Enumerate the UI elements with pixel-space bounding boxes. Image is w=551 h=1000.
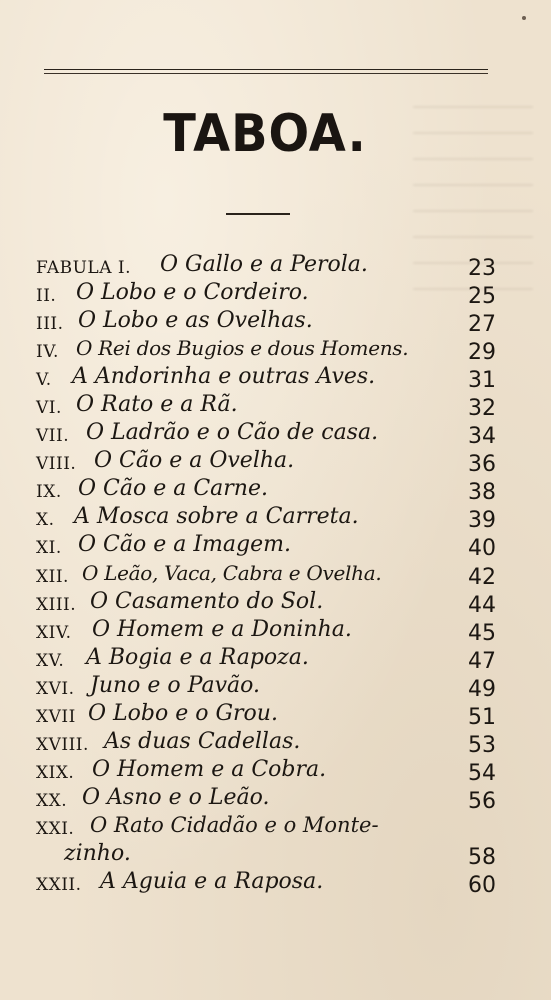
toc-row [36, 392, 496, 422]
page-number: 25 [468, 284, 496, 309]
toc-row [36, 336, 496, 366]
fable-number: XIV. [36, 623, 72, 643]
fable-number: XXII. [36, 875, 82, 895]
toc-row [36, 757, 496, 787]
page-number: 23 [468, 256, 496, 281]
fable-title: O Lobo e o Grou. [88, 701, 278, 726]
fable-number: XIII. [36, 595, 77, 615]
page-number: 27 [468, 312, 496, 337]
toc-row [36, 308, 496, 338]
fable-number: XXI. [36, 819, 75, 839]
fable-number: XI. [36, 538, 62, 558]
fable-number: V. [36, 370, 52, 390]
page-number: 51 [468, 705, 496, 730]
toc-row [36, 589, 496, 619]
page-number: 58 [468, 845, 496, 870]
fable-number: VIII. [36, 454, 77, 474]
page-number: 44 [468, 593, 496, 618]
fable-title: O Cão e a Imagem. [78, 532, 291, 557]
page-number: 56 [468, 789, 496, 814]
fable-number: VII. [36, 426, 70, 446]
page-number: 45 [468, 621, 496, 646]
toc-row [36, 617, 496, 647]
toc-row [36, 869, 496, 899]
fable-number: X. [36, 510, 55, 530]
fable-title: A Aguia e a Raposa. [100, 869, 324, 894]
fable-title: A Bogia e a Rapoza. [86, 645, 309, 670]
toc-row [36, 252, 496, 282]
fable-title: O Gallo e a Perola. [160, 252, 368, 277]
toc-row [36, 364, 496, 394]
fable-title: O Cão e a Ovelha. [94, 448, 295, 473]
page-number: 42 [468, 565, 496, 590]
fable-title: As duas Cadellas. [104, 729, 301, 754]
toc-row [36, 532, 496, 562]
page-number: 38 [468, 480, 496, 505]
fable-number: XIX. [36, 763, 75, 783]
page-title: TABOA. [163, 104, 367, 164]
page-number: 49 [468, 677, 496, 702]
toc-row [36, 701, 496, 731]
fable-number: XII. [36, 567, 69, 587]
toc-row [36, 729, 496, 759]
fable-number: IV. [36, 342, 59, 362]
fable-title: O Leão, Vaca, Cabra e Ovelha. [82, 561, 382, 585]
page-number: 39 [468, 508, 496, 533]
toc-row [36, 785, 496, 815]
fable-title: O Rato Cidadão e o Monte- [90, 813, 379, 837]
fable-title: O Cão e a Carne. [78, 476, 268, 501]
toc-row [36, 504, 496, 534]
page-number: 36 [468, 452, 496, 477]
page-number: 29 [468, 340, 496, 365]
page-number: 60 [468, 873, 496, 898]
fable-title: O Rei dos Bugios e dous Homens. [76, 336, 409, 360]
toc-row [36, 448, 496, 478]
toc-row [36, 645, 496, 675]
fable-title: O Rato e a Rã. [76, 392, 238, 417]
fable-title: O Lobo e o Cordeiro. [76, 280, 309, 305]
toc-row [36, 673, 496, 703]
fable-title: O Asno e o Leão. [82, 785, 270, 810]
fable-number: XVII [36, 707, 76, 727]
toc-row [36, 420, 496, 450]
fable-number: FABULA I. [36, 258, 132, 278]
fable-title: O Ladrão e o Cão de casa. [86, 420, 379, 445]
fable-title: A Mosca sobre a Carreta. [74, 504, 359, 529]
fable-number: III. [36, 314, 64, 334]
toc-row [36, 280, 496, 310]
page-number: 31 [468, 368, 496, 393]
fable-number: XV. [36, 651, 65, 671]
fable-number: XX. [36, 791, 68, 811]
page-number: 34 [468, 424, 496, 449]
page-number: 40 [468, 536, 496, 561]
fable-title: O Homem e a Doninha. [92, 617, 352, 642]
page-number: 47 [468, 649, 496, 674]
page-number: 53 [468, 733, 496, 758]
toc-row [36, 561, 496, 591]
fable-number: IX. [36, 482, 62, 502]
toc-row-continuation [36, 841, 496, 871]
fable-title: O Homem e a Cobra. [92, 757, 327, 782]
toc-row [36, 813, 496, 843]
fable-title: Juno e o Pavão. [90, 673, 260, 698]
fable-title: O Casamento do Sol. [90, 589, 324, 614]
fable-title: zinho. [64, 841, 131, 866]
fable-number: XVIII. [36, 735, 89, 755]
page-number: 32 [468, 396, 496, 421]
fable-number: XVI. [36, 679, 75, 699]
fable-title: A Andorinha e outras Aves. [72, 364, 376, 389]
fable-title: O Lobo e as Ovelhas. [78, 308, 313, 333]
toc-row [36, 476, 496, 506]
fable-number: VI. [36, 398, 62, 418]
page-number: 54 [468, 761, 496, 786]
fable-number: II. [36, 286, 57, 306]
